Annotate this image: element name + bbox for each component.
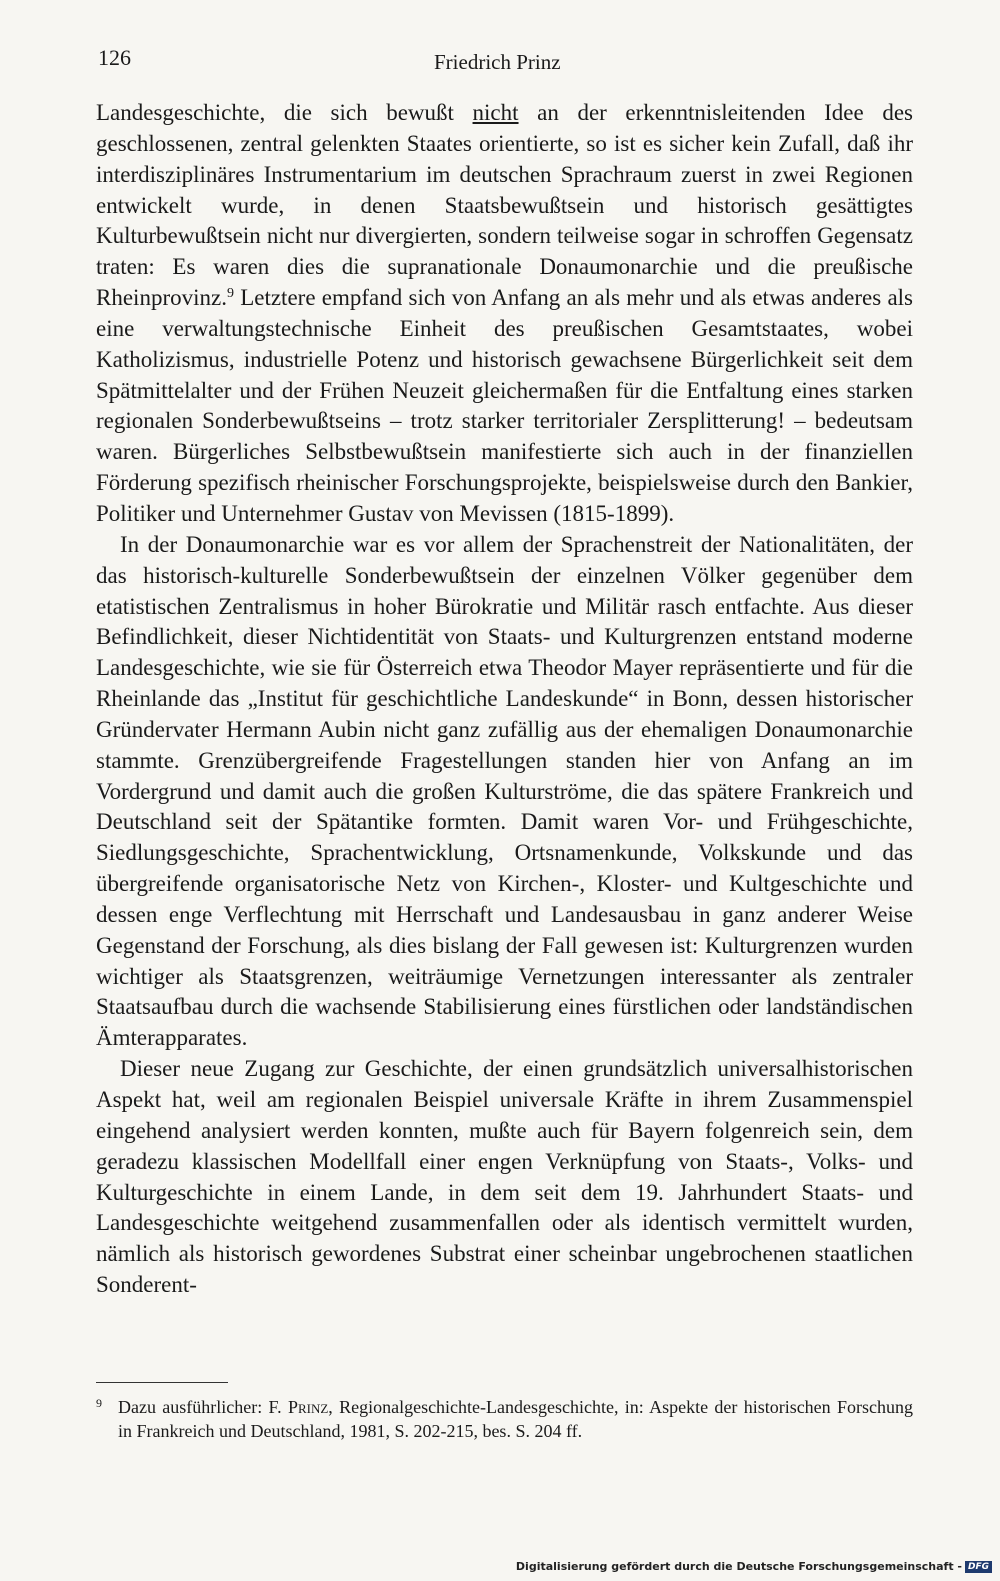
digitization-credit — [516, 1560, 992, 1573]
page-number: 126 — [98, 45, 131, 70]
footnote-reference[interactable]: 9 — [226, 286, 234, 302]
footnote — [96, 1395, 913, 1443]
paragraph-2: In der Donaumonarchie war es vor allem der Sprachenstreit der Nationalitäten, der das historisch-kulturelle Sonderbewußtsein der einzelnen Völker gegenüber dem etatistischen Zentralismus in hoher Bürokratie und Militär rasch entfachte. Aus dieser Befindlichkeit, dieser Nichtidentität von Staats- und Kulturgrenzen entstand moderne Landesgeschichte, wie sie für Österreich etwa Theodor Mayer repräsentierte und für die Rheinlande das „Institut für geschichtliche Landeskunde“ in Bonn, dessen historischer Gründervater Hermann Aubin nicht ganz zufällig aus der ehemaligen Donaumonarchie stammte. Grenzübergreifende Fragestellungen standen hier von Anfang an im Vordergrund und damit auch die großen Kulturströme, die das spätere Frankreich und Deutschland seit der Spätantike formten. Damit waren Vor- und Frühgeschichte, Siedlungsgeschichte, Sprachentwicklung, Ortsnamenkunde, Volkskunde und das übergreifende organisatorische Netz von Kirchen-, Kloster- und Kultgeschichte und dessen enge Verflechtung mit Herrschaft und Landesausbau in ganz anderer Weise Gegenstand der Forschung, als dies bislang der Fall gewesen ist: Kulturgrenzen wurden wichtiger als Staatsgrenzen, weiträumige Vernetzungen interessanter als zentraler Staatsaufbau durch die wachsende Stabilisierung eines fürstlichen oder landständischen Ämterapparates. — [96, 531, 913, 1051]
paragraph-1-middle: an der erkenntnisleitenden Idee des geschlossenen, zentral gelenkten Staates orientierte, so ist es sicher kein Zufall, daß ihr interdisziplinäres Instrumentarium im deutschen Sprachraum zuerst in zwei Regionen entwickelt wurde, in denen Staatsbewußtsein und historisch gesättigtes Kulturbewußtsein nicht nur divergierten, sondern teilweise sogar in schroffen Gegensatz traten: Es waren dies die supranationale Donaumonarchie und die preußische Rheinprovinz. — [96, 100, 913, 311]
footnote-number: 9 — [96, 1396, 102, 1410]
footnote-text-end: , Regionalgeschichte-Landesgeschichte, in: Aspekte der historischen Forschung in Frankreich und Deutschland, 1981, S. 202-215, bes. S. 204 ff. — [118, 1397, 913, 1441]
body-text — [96, 98, 913, 1301]
footnote-author: Prinz — [287, 1397, 329, 1417]
paragraph-1-end: Letztere empfand sich von Anfang an als mehr und als etwas anderes als eine verwaltungstechnische Einheit des preußischen Gesamtstaates, wobei Katholizismus, industrielle Potenz und historisch gewachsene Bürgerlichkeit seit dem Spätmittelalter und der Frühen Neuzeit gleichermaßen für die Entfaltung eines starken regionalen Sonderbewußtseins – trotz starker territorialer Zersplitterung! – bedeutsam waren. Bürgerliches Selbstbewußtsein manifestierte sich auch in der finanziellen Förderung spezifisch rheinischer Forschungsprojekte, beispielsweise durch den Bankier, Politiker und Unternehmer Gustav von Mevissen (1815-1899). — [96, 285, 913, 526]
running-head: Friedrich Prinz — [434, 50, 561, 74]
emphasis-underline: nicht — [472, 100, 519, 125]
paragraph-3: Dieser neue Zugang zur Geschichte, der einen grundsätzlich universalhistorischen Aspekt hat, weil am regionalen Beispiel universale Kräfte in ihrem Zusammenspiel eingehend analysiert werden konnten, mußte auch für Bayern folgenreich sein, dem geradezu klassischen Modellfall einer engen Verknüpfung von Staats-, Volks- und Kulturgeschichte in einem Lande, in dem seit dem 19. Jahrhundert Staats- und Landesgeschichte weitgehend zusammenfallen oder als identisch vermittelt wurden, nämlich als historisch gewordenes Substrat einer scheinbar ungebrochenen staatlichen Sonderent- — [96, 1056, 913, 1298]
footnote-text-start: Dazu ausführlicher: F. — [118, 1397, 288, 1417]
paragraph-1-start: Landesgeschichte, die sich bewußt — [96, 100, 473, 125]
footnote-divider — [96, 1382, 228, 1383]
credit-text: Digitalisierung gefördert durch die Deutsche Forschungsgemeinschaft - — [515, 1560, 962, 1573]
footnote-text — [118, 1395, 913, 1443]
paragraph-1 — [96, 98, 913, 530]
dfg-logo: DFG — [965, 1561, 992, 1573]
